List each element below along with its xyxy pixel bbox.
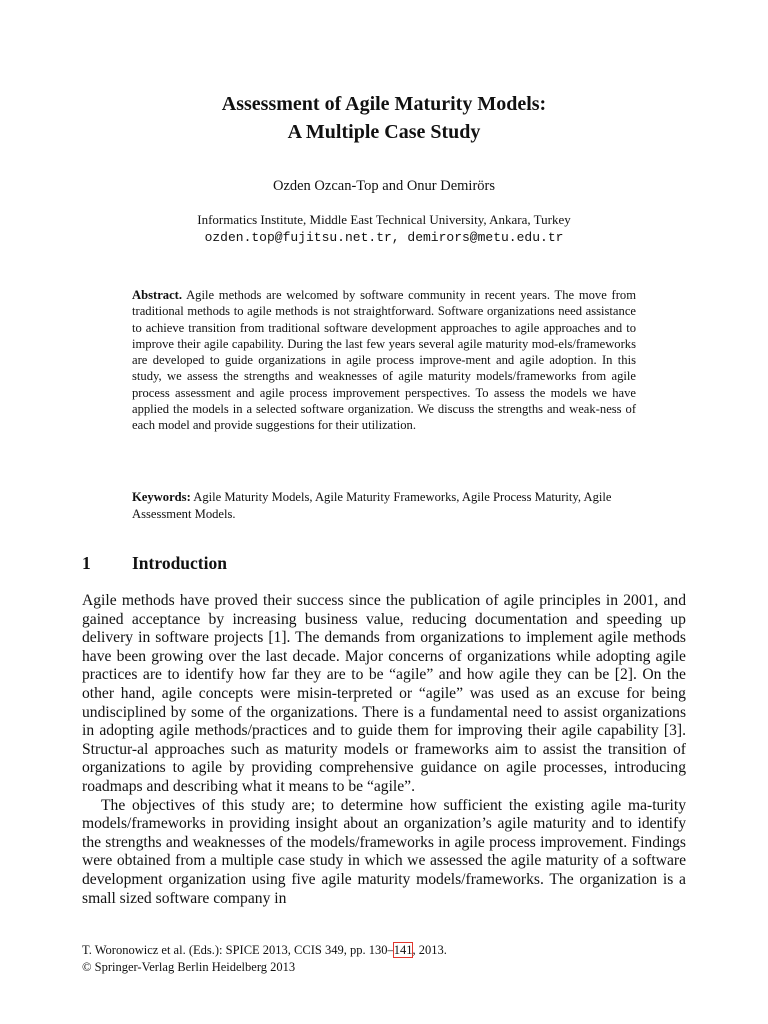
abstract-line: process improvement perspectives. To assess the models we have applied the (132, 385, 637, 417)
abstract-line: Software organizations need assistance to achieve transition from traditional (132, 304, 636, 335)
abstract-line: ment and agile adoption. In this study, we assess the strengths and weaknesses (132, 353, 636, 384)
abstract-line: models in a selected software organization. We discuss the strengths and weak- (192, 402, 600, 417)
text-line: terpreted or “agile” was used as an excuse for being undisciplined by some of the (82, 684, 686, 721)
authors: Ozden Ozcan-Top and Onur Demirörs (272, 178, 496, 194)
text-line: introducing roadmaps and describing what it means to be “agile”. (82, 759, 686, 795)
text-line: organizations. There is a fundamental need to assist organizations in adopting agile (82, 703, 687, 740)
keywords-line: Agile Maturity Models, Agile Maturity Frameworks, Agile Process (193, 490, 532, 504)
abstract-line: Agile methods are welcomed by software community in recent years. (186, 288, 550, 302)
text-line: organizations while adopting agile practices are to identify how far they are to be (82, 647, 686, 684)
paper-title (0, 90, 768, 146)
author-emails[interactable]: ozden.top@fujitsu.net.tr, demirors@metu.edu.tr (204, 230, 564, 245)
title-line-1: Assessment of Agile Maturity Models: (221, 93, 547, 115)
text-line: and to identify the strengths and weaknesses of the models/frameworks in agile (82, 815, 686, 851)
text-line: The objectives of this study are; to determine how sufficient the existing agile ma- (101, 796, 653, 814)
paragraph (82, 797, 686, 909)
title-line-2: A Multiple Case Study (287, 121, 481, 143)
paragraph (82, 592, 686, 797)
keywords-line: Maturity, Agile Assessment Models. (132, 490, 612, 521)
copyright: © Springer-Verlag Berlin Heidelberg 2013 (82, 960, 296, 974)
text-line: al approaches such as maturity models or frameworks aim to assist the transition of (137, 740, 686, 758)
page-end-link[interactable]: 141 (393, 943, 413, 957)
text-line: organizations to agile by providing comprehensive guidance on agile processes, (82, 759, 608, 777)
keywords (132, 489, 636, 522)
text-line: maturity models/frameworks. The organization is a small sized software company in (82, 870, 686, 907)
citation-suffix: , 2013. (412, 943, 447, 957)
text-line: process improvement. Findings were obtained from a multiple case study in which we (82, 833, 686, 870)
text-line: assessed the agile maturity of a software development organization using five agile (82, 852, 686, 888)
body-text (82, 592, 686, 908)
abstract-line: of agile maturity models/frameworks from agile process assessment and agile (132, 369, 636, 400)
text-line: methods/practices and to guide them for improving their agile capability [3]. Structur- (82, 722, 686, 758)
abstract-line: ness of each model and provide suggestions for their utilization. (132, 402, 637, 433)
text-line: Agile methods have proved their success since the publication of agile principles in (82, 592, 619, 609)
page-footer (82, 942, 686, 976)
citation-prefix: T. Woronowicz et al. (Eds.): SPICE 2013, CCIS 349, pp. 130– (82, 943, 394, 957)
text-line: “agile” and how agile they can be [2]. On the other hand, agile concepts were misin- (82, 666, 686, 702)
text-line: turity models/frameworks in providing insight about an organization’s agile maturity (82, 796, 686, 833)
keywords-label: Keywords: (132, 490, 191, 504)
section-number: 1 (82, 553, 91, 573)
text-line: and speeding up delivery in software projects [1]. The demands from organizations to (82, 610, 686, 647)
section-title: Introduction (132, 553, 227, 573)
affiliation: Informatics Institute, Middle East Technical University, Ankara, Turkey (197, 212, 571, 227)
section-heading (82, 552, 686, 574)
abstract-label: Abstract. (132, 288, 183, 302)
abstract-line: software development approaches to agile approaches and to improve their (132, 320, 636, 351)
abstract-line: agile capability. During the last few years several agile maturity mod- (203, 336, 559, 351)
abstract (132, 287, 636, 434)
text-line: 2001, and gained acceptance by increasing business value, reducing documentation (82, 592, 687, 628)
text-line: implement agile methods have been growing over the last decade. Major concerns of (82, 629, 687, 665)
citation (82, 942, 686, 959)
abstract-line: els/frameworks are developed to guide organizations in agile process improve- (132, 336, 636, 368)
abstract-line: The move from traditional methods to agile methods is not straightforward. (132, 288, 637, 319)
